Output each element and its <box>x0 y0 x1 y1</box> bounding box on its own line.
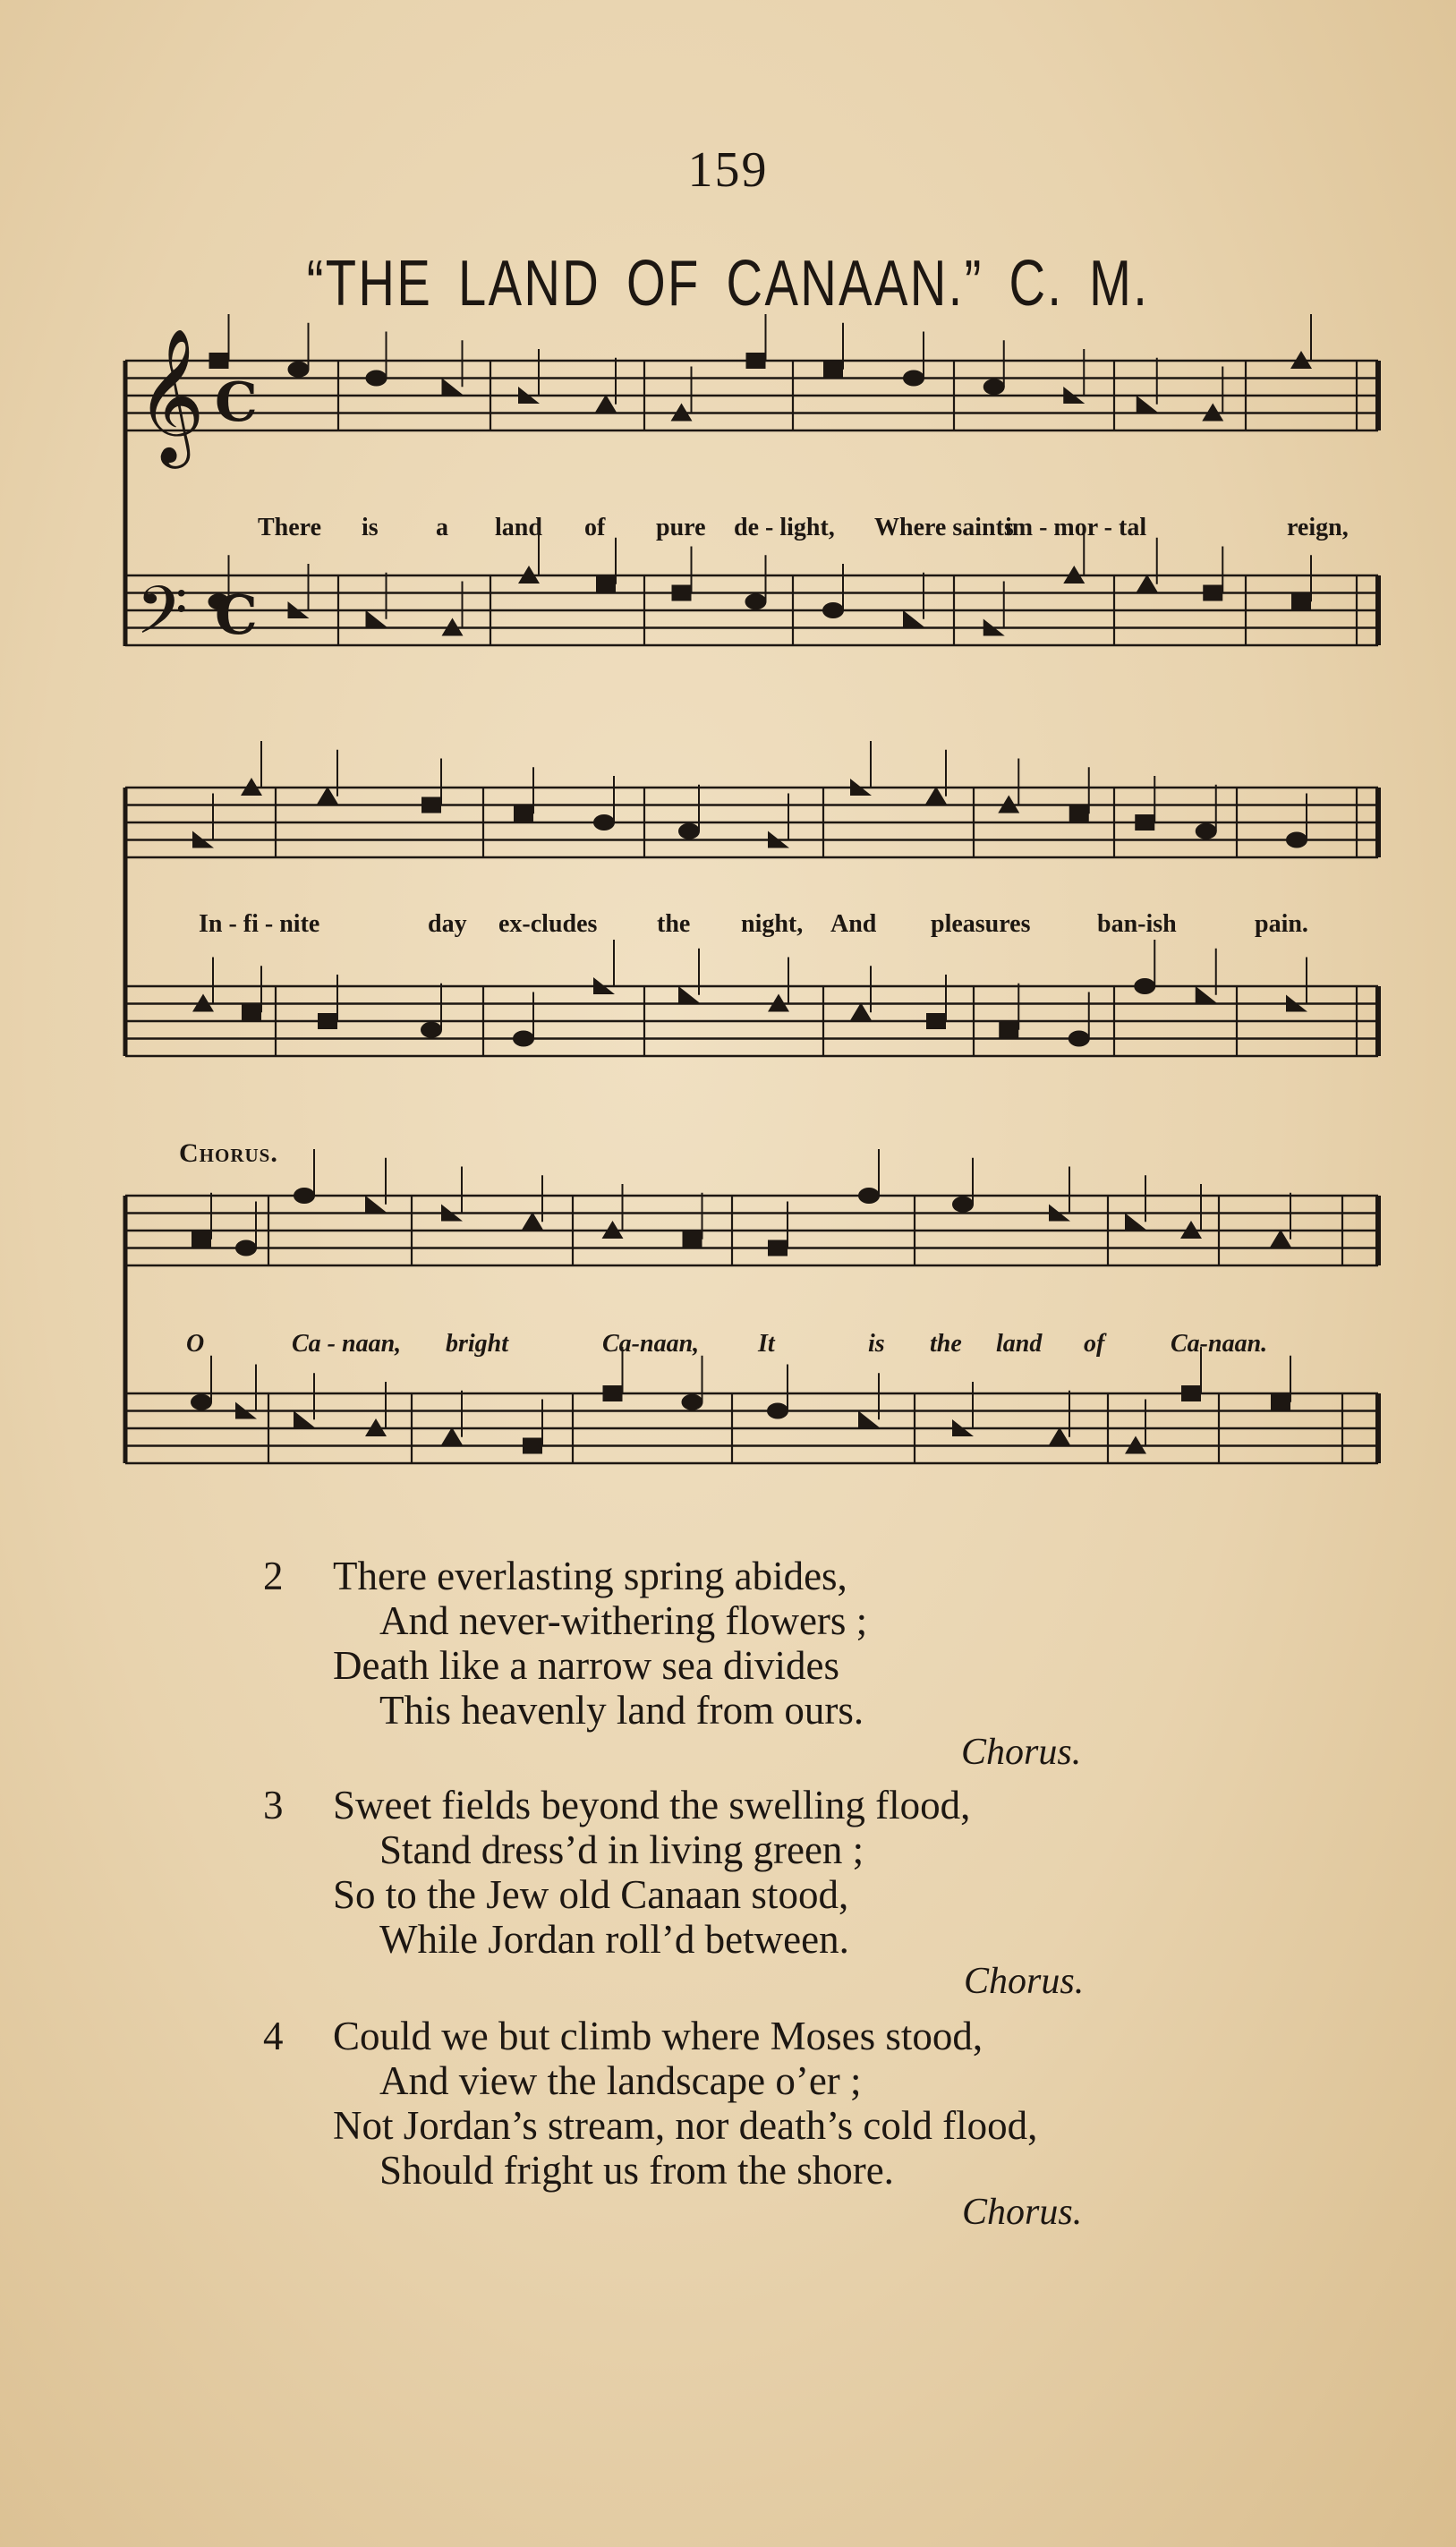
lyric-s2-2: day <box>428 910 467 938</box>
lyric-s3-3: bright <box>446 1330 509 1358</box>
verse-line: Should fright us from the shore. <box>379 2148 894 2193</box>
note-head <box>294 1188 315 1204</box>
note-head <box>366 610 387 627</box>
verse-line: While Jordan roll’d between. <box>379 1917 849 1962</box>
note-head <box>925 787 947 805</box>
note-head <box>1286 832 1307 848</box>
note-head <box>1137 396 1158 413</box>
verse-line: And view the landscape o’er ; <box>379 2058 862 2103</box>
lyric-s3-7: the <box>930 1330 962 1358</box>
note-head <box>768 1240 788 1256</box>
note-head <box>242 1004 261 1020</box>
lyric-s2-3: ex-cludes <box>498 910 598 938</box>
verse-number: 4 <box>263 2014 284 2058</box>
lyric-s1-5: of <box>584 514 606 541</box>
lyric-s3-8: land <box>996 1330 1043 1358</box>
note-head <box>192 1231 211 1248</box>
lyric-s2-5: night, <box>741 910 804 938</box>
note-head <box>1135 814 1154 831</box>
verse-3 <box>263 1783 971 1962</box>
note-head <box>1271 1394 1290 1410</box>
verse-4 <box>263 2014 1038 2193</box>
verse-line: Death like a narrow sea divides <box>333 1643 840 1688</box>
note-head <box>682 1394 703 1410</box>
lyric-s1-2: is <box>362 514 379 541</box>
note-head <box>1291 593 1311 609</box>
lyric-s2-7: pleasures <box>931 910 1031 938</box>
lyric-s2-6: And <box>830 910 877 938</box>
note-head <box>235 1240 257 1256</box>
note-head <box>1203 585 1222 601</box>
note-head <box>421 1022 442 1038</box>
note-head <box>1270 1230 1291 1248</box>
lyric-s2-1: In - fi - nite <box>199 910 320 938</box>
chorus-label: Chorus. <box>179 1138 278 1168</box>
note-head <box>952 1197 974 1213</box>
note-head <box>745 593 767 609</box>
lyric-s2-8: ban-ish <box>1097 910 1177 938</box>
note-head <box>983 379 1005 395</box>
verse-line: Not Jordan’s stream, nor death’s cold flood, <box>333 2103 1038 2148</box>
note-head <box>926 1013 946 1029</box>
lyric-s1-4: land <box>495 514 542 541</box>
note-head <box>1196 823 1217 839</box>
note-head <box>823 362 843 378</box>
note-head <box>595 395 617 413</box>
note-head <box>746 353 766 369</box>
lyric-s3-6: is <box>868 1330 885 1358</box>
verse-line: Could we but climb where Moses stood, <box>333 2014 983 2058</box>
note-head <box>999 1022 1018 1038</box>
note-head <box>858 1188 880 1204</box>
note-head <box>191 1394 212 1410</box>
note-head <box>288 362 310 378</box>
lyric-s2-9: pain. <box>1255 910 1308 938</box>
note-head <box>1069 1031 1090 1047</box>
note-head <box>209 353 229 369</box>
verse-number: 3 <box>263 1783 284 1827</box>
note-head <box>858 1410 880 1427</box>
verse-2 <box>263 1554 868 1733</box>
verse-line: Sweet fields beyond the swelling flood, <box>333 1783 971 1827</box>
note-head <box>523 1438 542 1454</box>
note-head <box>593 814 615 831</box>
common-time-icon: C <box>215 371 258 434</box>
lyric-s3-9: of <box>1084 1330 1105 1358</box>
note-head <box>903 610 924 627</box>
note-head <box>1069 805 1089 822</box>
lyric-s1-1: There <box>258 514 322 541</box>
note-head <box>678 823 700 839</box>
note-head <box>596 576 616 592</box>
note-head <box>903 371 924 387</box>
verse-line: There everlasting spring abides, <box>333 1554 847 1598</box>
verse-line: So to the Jew old Canaan stood, <box>333 1872 849 1917</box>
note-head <box>672 585 692 601</box>
verse-3-chorus: Chorus. <box>964 1961 1085 2002</box>
note-head <box>850 1002 872 1020</box>
note-head <box>1137 575 1158 592</box>
lyric-s3-10: Ca-naan. <box>1171 1330 1268 1358</box>
note-head <box>1125 1213 1146 1230</box>
note-head <box>683 1231 702 1248</box>
page-number: 159 <box>687 142 769 198</box>
note-head <box>678 986 700 1003</box>
note-head <box>1196 986 1217 1003</box>
note-head <box>318 1013 337 1029</box>
lyric-s1-6: pure <box>656 514 706 541</box>
lyric-s3-2: Ca - naan, <box>292 1330 402 1358</box>
note-head <box>603 1385 623 1401</box>
note-head <box>441 1427 463 1445</box>
note-head <box>1181 1385 1201 1401</box>
verse-line: And never-withering flowers ; <box>379 1598 868 1643</box>
verse-4-chorus: Chorus. <box>962 2192 1083 2233</box>
note-head <box>365 1196 387 1213</box>
note-head <box>513 1031 534 1047</box>
note-head <box>1134 978 1155 994</box>
note-head <box>366 371 387 387</box>
lyric-s1-3: a <box>436 514 448 541</box>
note-head <box>294 1410 315 1427</box>
verse-2-chorus: Chorus. <box>961 1732 1082 1773</box>
lyric-s1-7: de - light, <box>734 514 835 541</box>
verse-line: This heavenly land from ours. <box>379 1688 864 1733</box>
note-head <box>522 1212 543 1230</box>
lyric-s3-5: It <box>758 1330 775 1358</box>
lyric-s2-4: the <box>657 910 691 938</box>
note-head <box>822 602 844 618</box>
note-head <box>317 787 338 805</box>
common-time-icon: C <box>215 584 258 647</box>
lyric-s1-10: reign, <box>1287 514 1349 541</box>
note-head <box>1049 1427 1070 1445</box>
hymn-title: “THE LAND OF CANAAN.” C. M. <box>306 248 1150 319</box>
lyric-s1-9: im - mor - tal <box>1005 514 1147 541</box>
lyric-s1-8: Where saints <box>874 514 1014 541</box>
bass-clef-icon: 𝄢 <box>136 572 188 666</box>
verse-number: 2 <box>263 1554 284 1598</box>
note-head <box>514 805 533 822</box>
lyric-s3-4: Ca-naan, <box>602 1330 700 1358</box>
note-head <box>421 797 441 814</box>
treble-clef-icon: 𝄞 <box>136 327 205 463</box>
note-head <box>767 1403 788 1419</box>
verse-line: Stand dress’d in living green ; <box>379 1827 864 1872</box>
note-head <box>442 378 464 395</box>
lyric-s3-1: O <box>186 1330 205 1358</box>
